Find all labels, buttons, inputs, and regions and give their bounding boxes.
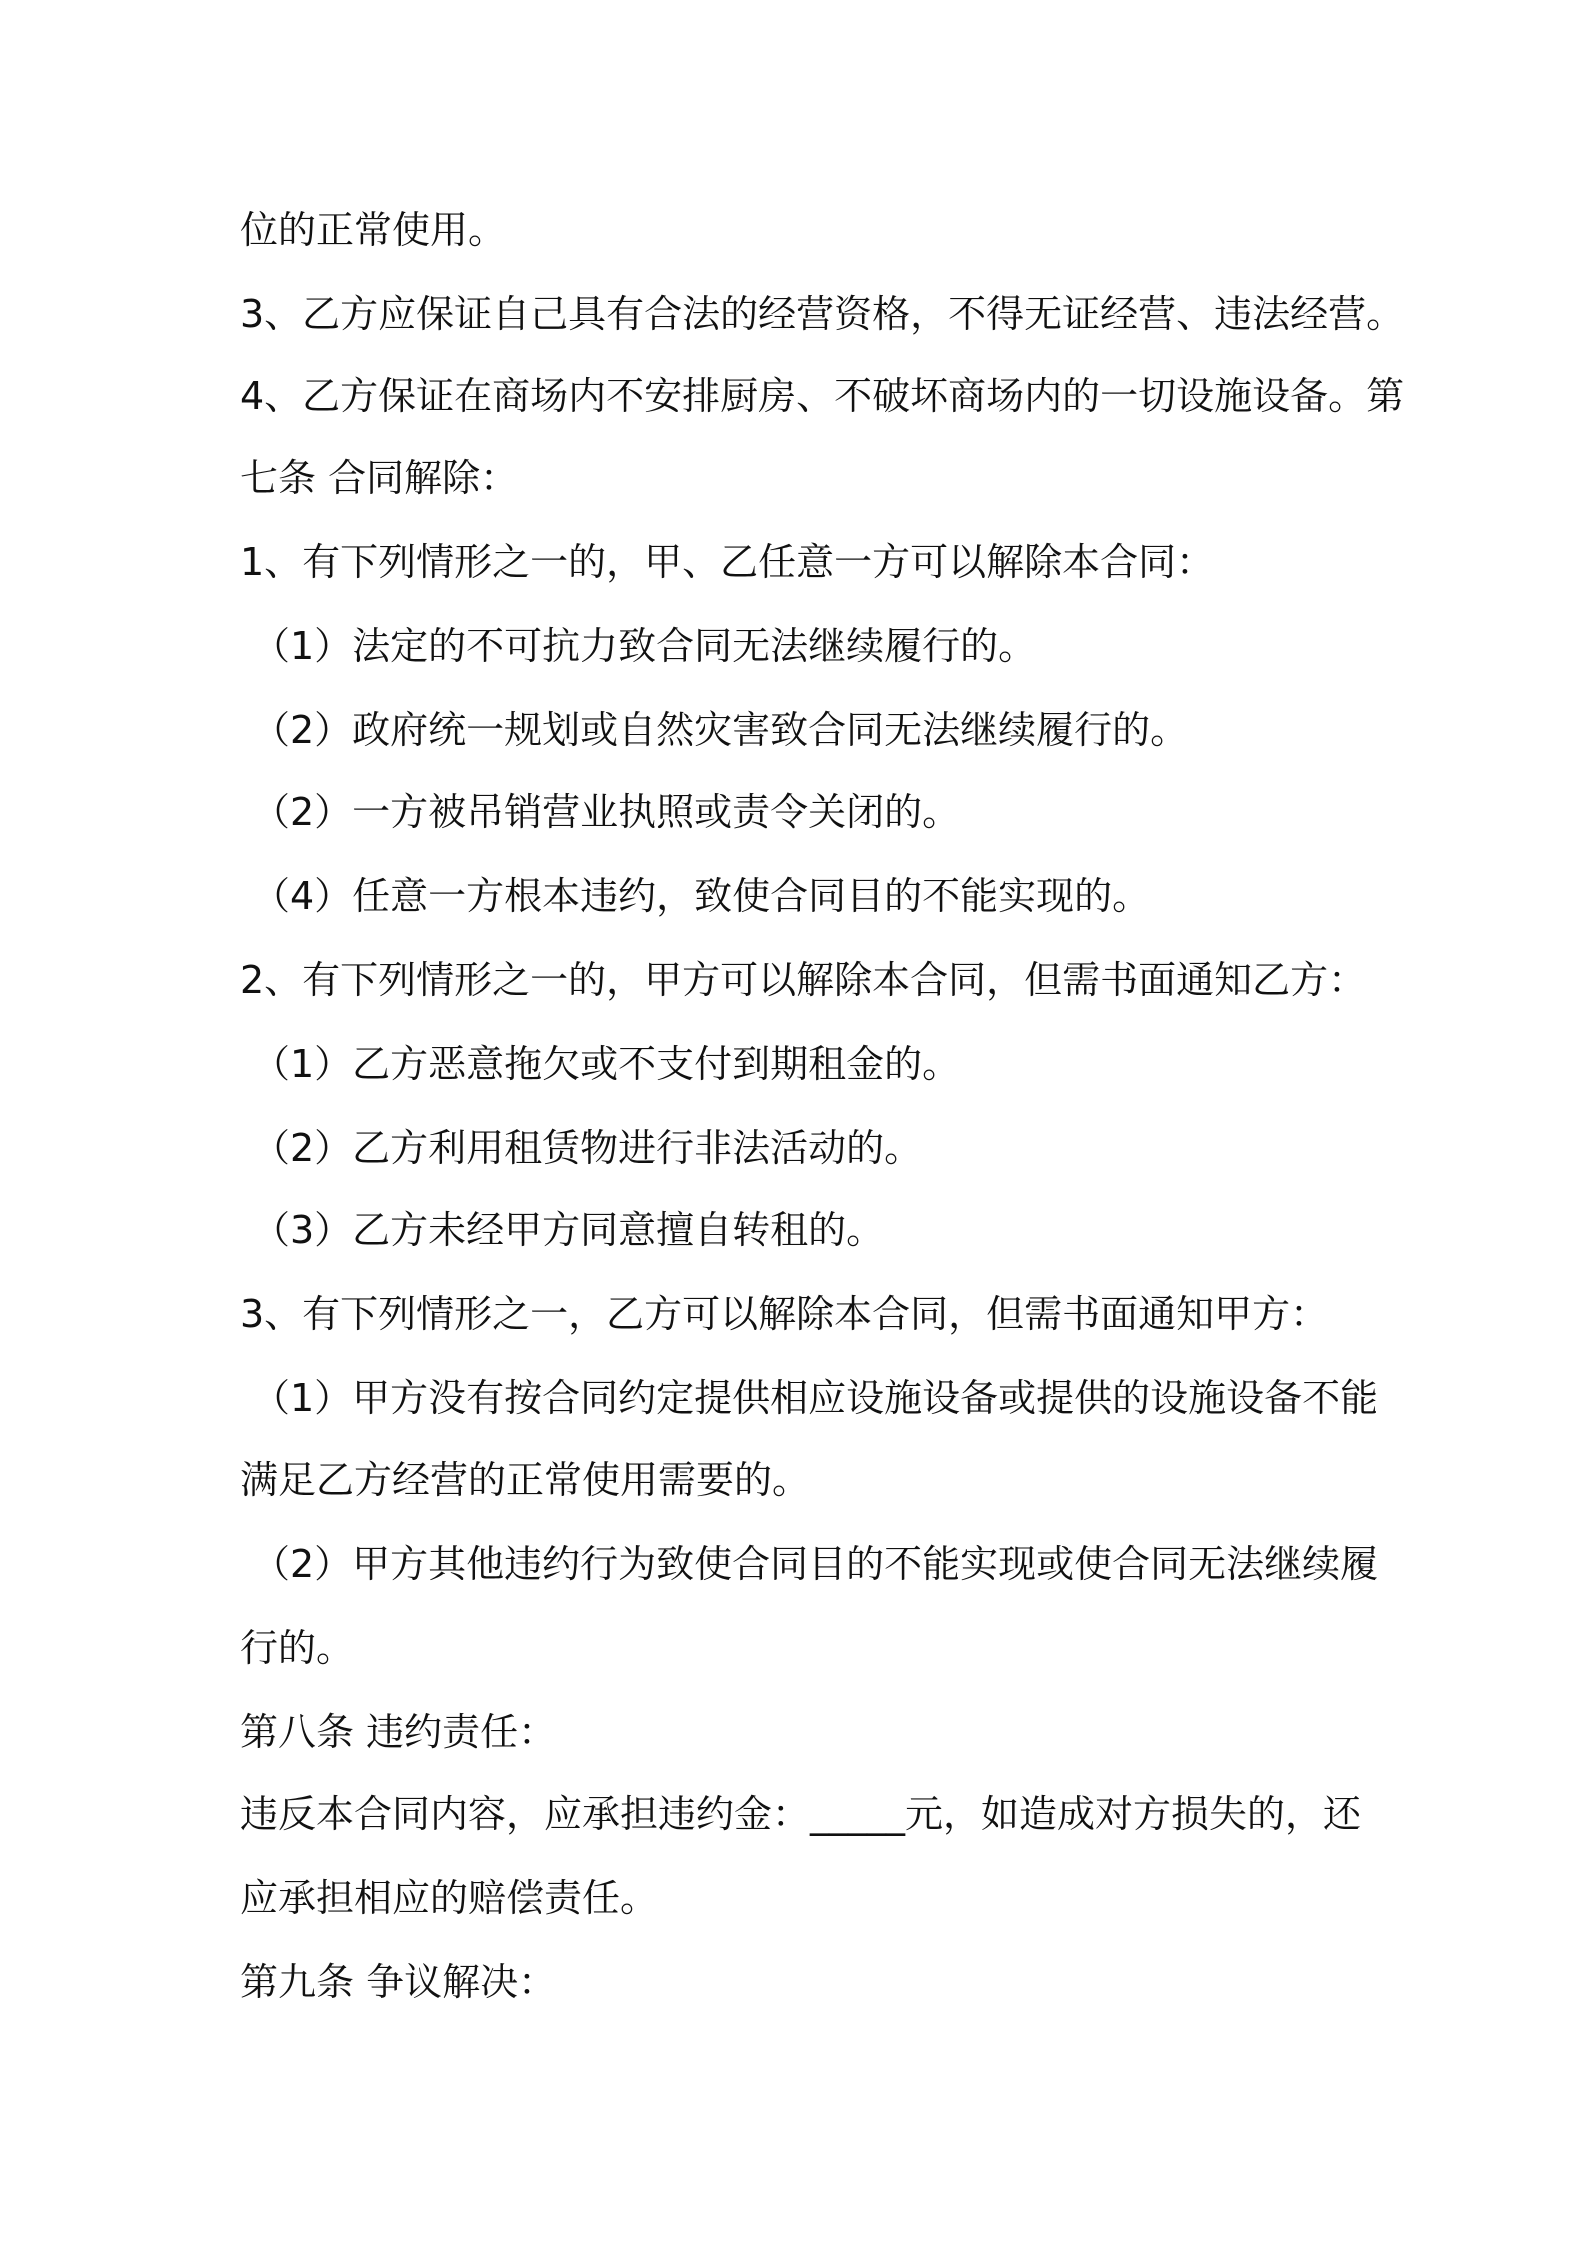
text-line: 3、乙方应保证自己具有合法的经营资格，不得无证经营、违法经营。	[240, 292, 1405, 336]
text-line: 1、有下列情形之一的，甲、乙任意一方可以解除本合同：	[240, 540, 1215, 584]
text-line: 行的。	[240, 1626, 355, 1670]
list-item: （2）政府统一规划或自然灾害致合同无法继续履行的。	[252, 708, 1189, 752]
section-heading: 第八条 违约责任：	[240, 1710, 557, 1754]
list-item: （1）法定的不可抗力致合同无法继续履行的。	[252, 624, 1037, 668]
text-line: 3、有下列情形之一，乙方可以解除本合同，但需书面通知甲方：	[240, 1292, 1329, 1336]
text-line: 应承担相应的赔偿责任。	[240, 1876, 659, 1920]
section-heading: 七条 合同解除：	[240, 456, 519, 500]
text-line: 4、乙方保证在商场内不安排厨房、不破坏商场内的一切设施设备。第	[240, 374, 1405, 418]
list-item: （4）任意一方根本违约，致使合同目的不能实现的。	[252, 874, 1151, 918]
list-item: （2）甲方其他违约行为致使合同目的不能实现或使合同无法继续履	[252, 1542, 1379, 1586]
text-line: 满足乙方经营的正常使用需要的。	[240, 1458, 811, 1502]
section-heading: 第九条 争议解决：	[240, 1960, 557, 2004]
text-line: 位的正常使用。	[240, 208, 507, 252]
list-item: （2）乙方利用租赁物进行非法活动的。	[252, 1126, 923, 1170]
list-item: （3）乙方未经甲方同意擅自转租的。	[252, 1208, 885, 1252]
list-item: （1）乙方恶意拖欠或不支付到期租金的。	[252, 1042, 961, 1086]
list-item: （1）甲方没有按合同约定提供相应设施设备或提供的设施设备不能	[252, 1376, 1379, 1420]
list-item: （2）一方被吊销营业执照或责令关闭的。	[252, 790, 961, 834]
text-line: 违反本合同内容，应承担违约金：_____元，如造成对方损失的，还	[240, 1792, 1362, 1836]
text-line: 2、有下列情形之一的，甲方可以解除本合同，但需书面通知乙方：	[240, 958, 1367, 1002]
